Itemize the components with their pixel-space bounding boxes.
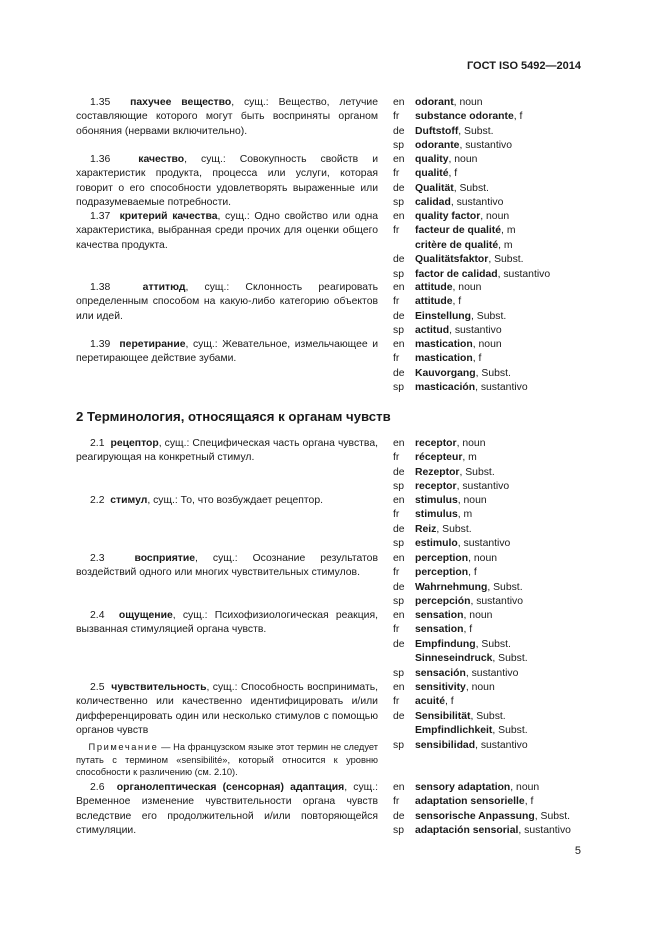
lang-term: Rezeptor [415,466,460,478]
translations [393,210,593,282]
translation-row [393,167,593,181]
translation-row [393,352,593,366]
translation-row [393,638,593,652]
lang-grammar: , m [457,509,473,521]
translation-row [393,581,593,595]
translation-row [393,338,593,352]
lang-code: fr [393,353,400,365]
lang-grammar: , noun [465,682,495,693]
lang-term: actitud [415,325,450,337]
lang-code: fr [393,225,400,237]
translation-row [393,268,593,282]
lang-code: sp [393,325,404,337]
lang-grammar: , sustantivo [475,739,528,751]
translation-row [393,281,593,295]
lang-grammar: , f [448,168,458,180]
translation-row [393,739,593,753]
definition-text: , сущ.: Жевательное, измельчающее и перетирающее действие зубами. [76,339,378,365]
lang-code: en [393,339,405,350]
lang-code: sp [393,596,404,608]
lang-grammar: , sustantivo [457,538,511,550]
translation-row [393,810,593,824]
translations [393,552,593,610]
lang-code [393,652,415,666]
translations [393,96,593,154]
term-number: 1.37 [90,211,111,222]
definition-text: , сущ.: Склонность реагировать определенным способом на какую-либо категорию объектов или идей. [76,282,378,322]
translation-row [393,552,593,566]
lang-term: Sensibilität [415,710,471,722]
translation-row [393,239,593,253]
lang-code: sp [393,739,404,751]
lang-grammar: , f [472,353,482,365]
term-name: аттитюд [142,282,186,293]
term-number: 2.1 [90,438,105,449]
definition [76,781,378,838]
translation-row [393,381,593,395]
lang-grammar: , noun [448,154,478,165]
lang-term: substance odorante [415,111,514,123]
lang-grammar: , Subst. [488,254,524,266]
lang-term: quality [415,154,449,165]
lang-grammar: , f [513,111,523,123]
lang-grammar: , Subst. [471,310,507,322]
definition-text: , сущ.: Одно свойство или одна характеристика, выбранная среди прочих для оценки общего качества продукта. [76,211,378,251]
translation-row [393,781,593,795]
term-name: ощущение [118,610,173,621]
translation-row [393,623,593,637]
lang-term: récepteur [415,452,463,464]
term-name: качество [138,154,185,165]
definition [76,494,378,508]
lang-grammar: , noun [510,782,540,793]
lang-code: fr [393,168,400,180]
lang-term: Duftstoff [415,125,459,137]
definition [76,437,378,466]
translations [393,609,593,681]
lang-code: fr [393,624,400,636]
lang-term: stimulus [415,495,458,506]
lang-grammar: , Subst. [458,125,494,137]
translations [393,437,593,495]
lang-grammar: , Subst. [475,638,511,650]
translation-row [393,595,593,609]
lang-grammar: , noun [463,610,493,621]
translation-row [393,652,593,666]
lang-grammar: , noun [472,339,502,350]
lang-term: Einstellung [415,310,471,322]
translation-row [393,508,593,522]
lang-code: fr [393,696,400,708]
lang-code: fr [393,509,400,521]
lang-term: Kauvorgang [415,367,476,379]
term-number: 2.4 [90,610,105,621]
term-name: рецептор [110,438,159,449]
lang-term: percepción [415,596,471,608]
translations [393,153,593,211]
translation-row [393,196,593,210]
lang-grammar: , m [498,239,513,251]
translation-row [393,537,593,551]
translations [393,281,593,339]
lang-code: de [393,638,405,650]
lang-grammar: , m [462,452,477,464]
lang-code: sp [393,140,404,152]
definition [76,281,378,324]
term-number: 2.3 [90,553,105,564]
lang-code: de [393,466,405,478]
term-number: 2.5 [90,682,105,693]
term-number: 1.36 [90,154,111,165]
section-heading: 2 Терминология, относящаяся к органам чувств [76,409,391,424]
lang-code: de [393,367,405,379]
lang-code: en [393,438,405,449]
translation-row [393,253,593,267]
definition [76,210,378,253]
lang-term: sensory adaptation [415,782,511,793]
lang-grammar: , f [463,624,473,636]
lang-term: Wahrnehmung [415,581,488,593]
lang-term: sensitivity [415,682,466,693]
lang-term: Qualitätsfaktor [415,254,489,266]
definition [76,552,378,581]
lang-code: de [393,523,405,535]
lang-code: en [393,610,405,621]
definition [76,153,378,210]
lang-term: sensorische Anpassung [415,810,535,822]
lang-code: de [393,125,405,137]
lang-term: sensation [415,610,464,621]
lang-code: en [393,495,405,506]
translation-row [393,480,593,494]
translation-row [393,139,593,153]
translation-row [393,795,593,809]
definition [76,681,378,778]
lang-grammar: , sustantivo [470,596,523,608]
note-label: Примечание [88,742,159,753]
translation-row [393,224,593,238]
lang-term: adaptación sensorial [415,825,519,837]
lang-code: sp [393,197,404,209]
lang-grammar: , noun [453,97,483,108]
term-number: 2.2 [90,495,105,506]
lang-term: Empfindung [415,638,476,650]
lang-term: acuité [415,696,446,708]
translation-row [393,824,593,838]
lang-grammar: , f [524,796,534,808]
translation-row [393,295,593,309]
definition-text: , сущ.: Способность воспринимать, количественно или качественно идентифицировать и/или дифференцировать один или несколько стимулов с помощью органов чувств [76,682,379,736]
lang-code: fr [393,452,400,464]
lang-term: Sinneseindruck [415,653,493,665]
note-text: — На французском языке этот термин не следует путать с термином «sensibilité», который относится к уровню способности к различению (см. 2.10). [76,742,378,777]
lang-grammar: , Subst. [475,367,511,379]
lang-code: de [393,581,405,593]
term-number: 1.38 [90,282,111,293]
lang-grammar: , sustantivo [449,325,502,337]
definition-text: , сущ.: Специфическая часть органа чувства, реагирующая на конкретный стимул. [76,438,378,464]
lang-grammar: , m [501,225,516,237]
lang-term: quality factor [415,211,481,222]
translation-row [393,367,593,381]
lang-code: de [393,254,405,266]
translation-row [393,681,593,695]
lang-code: en [393,682,405,693]
lang-code: en [393,211,405,222]
definition-text: , сущ.: Осознание результатов воздействий одного или многих чувствительных стимулов. [76,553,378,579]
lang-code [393,724,415,738]
lang-code: fr [393,296,400,308]
translation-row [393,153,593,167]
lang-grammar: , noun [480,211,510,222]
lang-grammar: , sustantivo [465,667,519,679]
definition-note [76,741,378,778]
lang-term: mastication [415,339,473,350]
translation-row [393,724,593,738]
lang-grammar: , Subst. [492,725,528,737]
lang-grammar: , noun [452,282,482,293]
translation-row [393,710,593,724]
lang-term: stimulus [415,509,458,521]
lang-code: de [393,310,405,322]
lang-term: calidad [415,197,451,209]
lang-code: en [393,154,405,165]
lang-grammar: , f [445,696,454,708]
translation-row [393,609,593,623]
lang-code: sp [393,667,404,679]
lang-term: sensibilidad [415,739,476,751]
lang-grammar: , sustantivo [497,268,551,280]
lang-grammar: , Subst. [470,710,506,722]
document-header: ГОСТ ISO 5492—2014 [466,60,581,72]
lang-code: en [393,553,405,564]
lang-term: qualité [415,168,449,180]
lang-code: fr [393,567,400,579]
term-name: пахучее вещество [130,97,232,108]
translation-row [393,125,593,139]
definition [76,609,378,638]
lang-grammar: , Subst. [436,523,472,535]
lang-grammar: , Subst. [492,653,528,665]
translation-row [393,96,593,110]
lang-grammar: , Subst. [534,810,570,822]
definition [76,338,378,367]
lang-code: de [393,810,405,822]
lang-term: attitude [415,296,453,308]
lang-code: fr [393,111,400,123]
lang-code: sp [393,382,404,394]
translation-row [393,182,593,196]
translations [393,681,593,753]
lang-term: sensation [415,624,464,636]
term-number: 1.39 [90,339,111,350]
lang-term: Empfindlichkeit [415,725,493,737]
translation-row [393,210,593,224]
term-name: восприятие [134,553,196,564]
term-name: органолептическая (сенсорная) адаптация [116,782,345,793]
lang-term: receptor [415,438,457,449]
lang-code: de [393,710,405,722]
translations [393,494,593,552]
lang-term: masticación [415,382,476,394]
translation-row [393,494,593,508]
translations [393,338,593,396]
lang-term: mastication [415,353,473,365]
term-name: критерий качества [119,211,218,222]
lang-grammar: , Subst. [487,581,523,593]
lang-grammar: , f [452,296,462,308]
lang-term: estimulo [415,538,458,550]
term-name: перетирание [119,339,186,350]
lang-grammar: , Subst. [453,182,489,194]
translation-row [393,466,593,480]
translation-row [393,667,593,681]
definition-text: , сущ.: Временное изменение чувствительности органа чувств вследствие его продолжительной и/или повторяющейся стимуляции. [76,782,378,836]
translation-row [393,451,593,465]
lang-grammar: , noun [468,553,498,564]
translation-row [393,324,593,338]
lang-grammar: , f [468,567,477,579]
lang-term: receptor [415,481,457,493]
lang-code: sp [393,825,404,837]
translation-row [393,310,593,324]
lang-term: perception [415,567,469,579]
lang-term: factor de calidad [415,268,498,280]
lang-grammar: , noun [456,438,486,449]
definition-text: , сущ.: То, что возбуждает рецептор. [147,495,323,506]
lang-term: Qualität [415,182,454,194]
term-number: 1.35 [90,97,111,108]
page-number: 5 [574,845,581,857]
lang-code: en [393,97,405,108]
term-number: 2.6 [90,782,105,793]
lang-term: adaptation sensorielle [415,796,525,808]
lang-code: sp [393,481,404,493]
lang-term: odorante [415,140,460,152]
definition-text: , сущ.: Вещество, летучие составляющие которого могут быть восприняты органом обоняния (нервами включительно). [76,97,378,137]
lang-grammar: , sustantivo [475,382,528,394]
translation-row [393,566,593,580]
translation-row [393,695,593,709]
lang-term: sensación [415,667,466,679]
translation-row [393,523,593,537]
lang-term: Reiz [415,523,437,535]
lang-term: attitude [415,282,453,293]
lang-code: de [393,182,405,194]
lang-code: fr [393,796,400,808]
translations [393,781,593,839]
lang-grammar: , sustantivo [450,197,504,209]
lang-grammar: , sustantivo [459,140,513,152]
lang-grammar: , sustantivo [518,825,571,837]
lang-code: en [393,282,405,293]
term-name: чувствительность [111,682,207,693]
lang-term: critère de qualité [415,239,499,251]
lang-grammar: , sustantivo [456,481,510,493]
translation-row [393,110,593,124]
lang-term: perception [415,553,469,564]
definition [76,96,378,139]
lang-code: en [393,782,405,793]
lang-term: facteur de qualité [415,225,502,237]
lang-code: sp [393,268,404,280]
definition-text: , сущ.: Психофизиологическая реакция, вызванная стимуляцией органа чувств. [76,610,378,636]
definition-text: , сущ.: Совокупность свойств и характеристик продукта, процесса или услуги, которая говорит о его способности удовлетворять выраженные или подразумеваемые потребности. [76,154,378,208]
lang-code [393,239,415,253]
lang-code: sp [393,538,404,550]
lang-grammar: , noun [457,495,487,506]
lang-grammar: , Subst. [459,466,495,478]
lang-term: odorant [415,97,454,108]
translation-row [393,437,593,451]
term-name: стимул [110,495,148,506]
